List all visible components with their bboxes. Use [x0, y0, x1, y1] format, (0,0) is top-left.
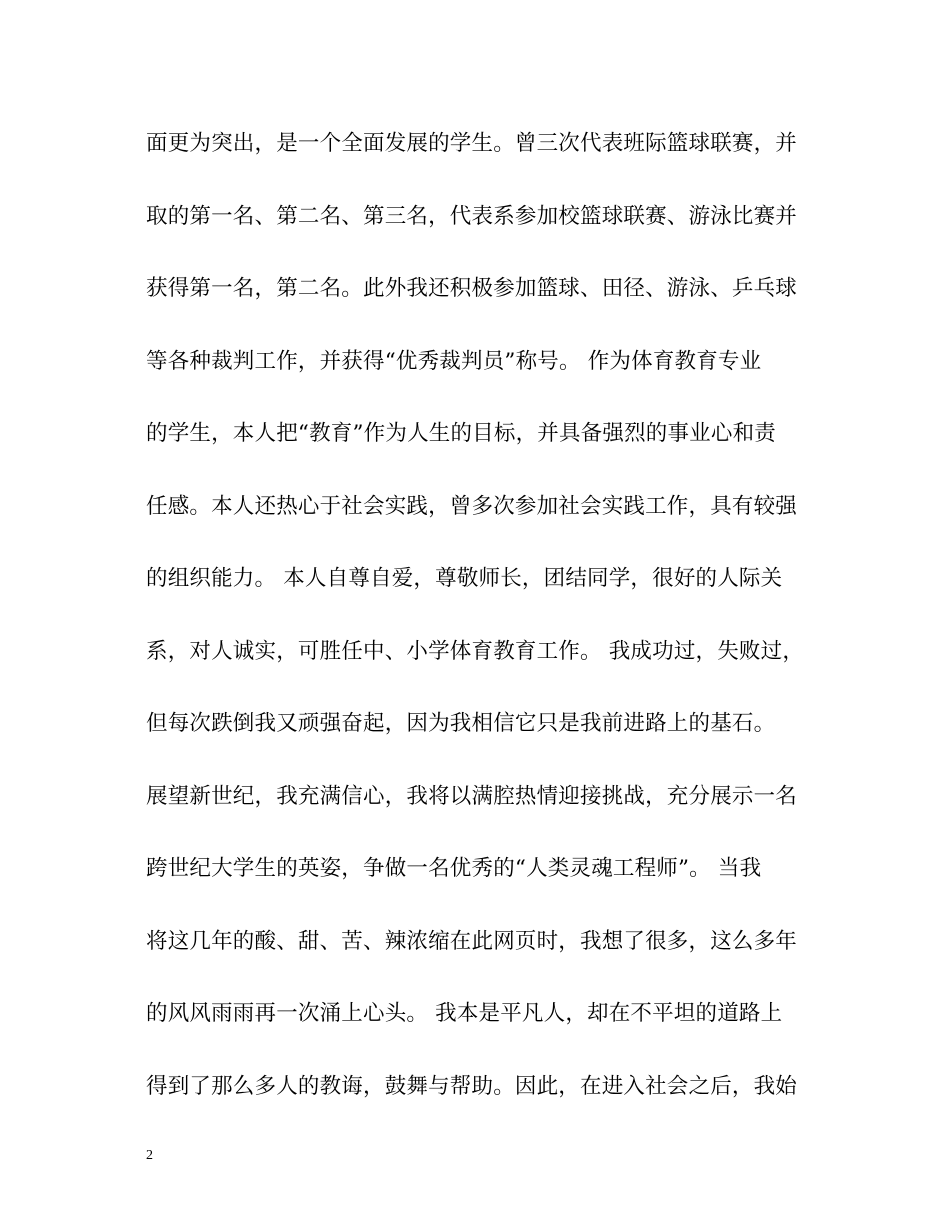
text-line: 面更为突出，是一个全面发展的学生。曾三次代表班际篮球联赛，并	[146, 131, 798, 156]
text-line: 将这几年的酸、甜、苦、辣浓缩在此网页时，我想了很多，这么多年	[146, 928, 798, 954]
text-line: 的组织能力。 本人自尊自爱，尊敬师长，团结同学，很好的人际关	[146, 566, 783, 591]
text-line: 等各种裁判工作，并获得“优秀裁判员”称号。 作为体育教育专业	[146, 348, 762, 374]
text-line: 的风风雨雨再一次涌上心头。 我本是平凡人，却在不平坦的道路上	[146, 1001, 783, 1026]
text-line: 跨世纪大学生的英姿，争做一名优秀的“人类灵魂工程师”。 当我	[146, 856, 762, 881]
text-line: 的学生，本人把“教育”作为人生的目标，并具备强烈的事业心和责	[146, 421, 776, 446]
text-line: 得到了那么多人的教诲，鼓舞与帮助。因此，在进入社会之后，我始	[146, 1073, 798, 1099]
text-line: 取的第一名、第二名、第三名，代表系参加校篮球联赛、游泳比赛并	[146, 203, 798, 229]
page-number: 2	[146, 1148, 153, 1163]
text-line: 但每次跌倒我又顽强奋起，因为我相信它只是我前进路上的基石。	[146, 711, 776, 736]
text-line: 任感。本人还热心于社会实践，曾多次参加社会实践工作，具有较强	[146, 493, 798, 519]
text-line: 系，对人诚实，可胜任中、小学体育教育工作。 我成功过，失败过，	[146, 638, 805, 664]
body-text	[146, 126, 826, 1141]
text-line: 获得第一名，第二名。此外我还积极参加篮球、田径、游泳、乒乓球	[146, 276, 798, 301]
text-line: 展望新世纪，我充满信心，我将以满腔热情迎接挑战，充分展示一名	[146, 783, 798, 809]
